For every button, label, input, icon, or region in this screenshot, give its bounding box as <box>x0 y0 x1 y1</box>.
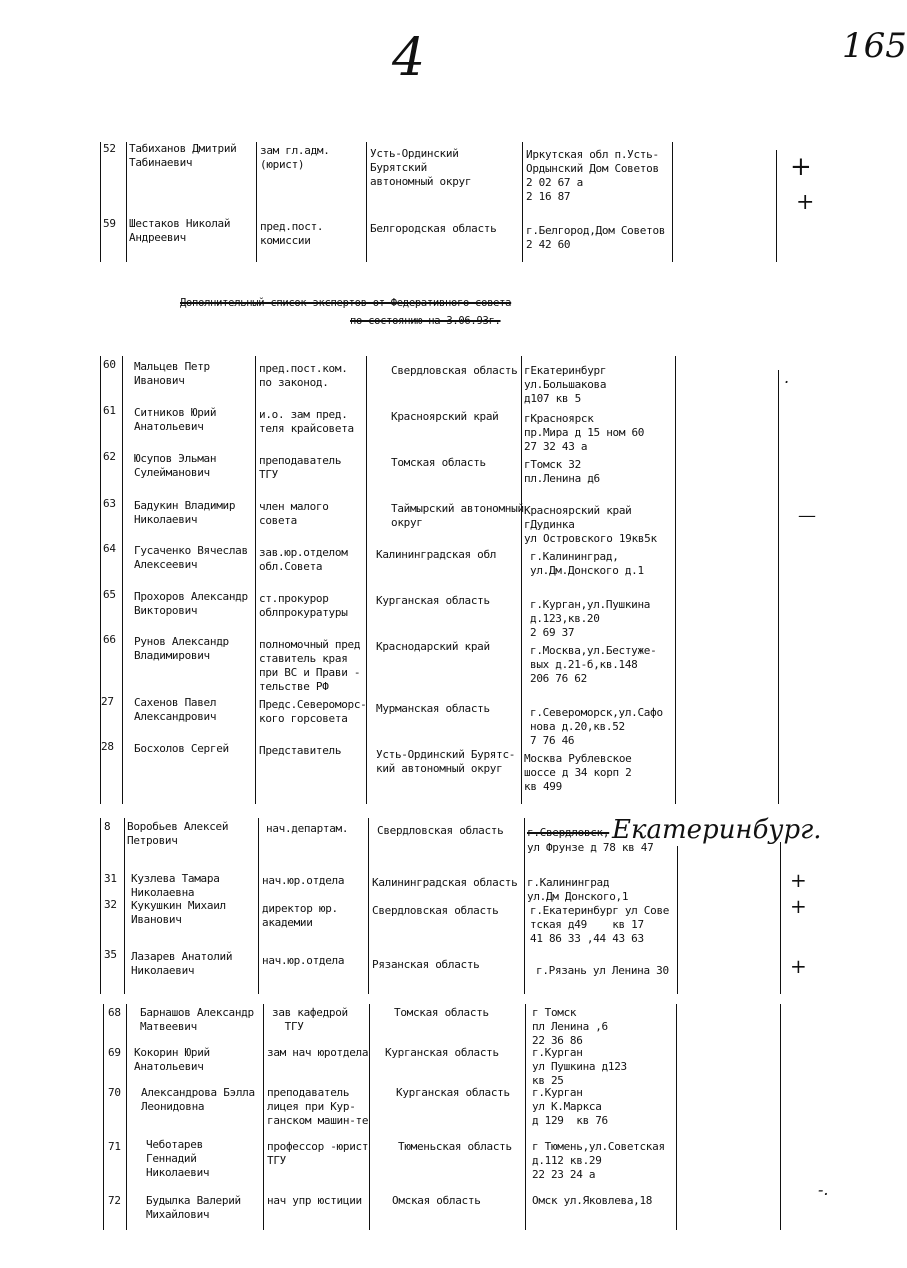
row-number: 64 <box>103 542 116 555</box>
subheading-line-1: Дополнительный список экспертов от Федеративного совета <box>180 297 512 309</box>
expert-name: Лазарев Анатолий Николаевич <box>131 950 233 977</box>
expert-region: Свердловская область <box>377 824 504 837</box>
expert-post: член малого совета <box>259 500 329 527</box>
check-mark: -. <box>818 1180 829 1199</box>
expert-post: нач упр юстиции <box>267 1194 362 1207</box>
expert-contact: г.Москва,ул.Бестуже- вых д.21-б,кв.148 206 76 62 <box>530 644 657 685</box>
expert-name: Кукушкин Михаил Иванович <box>131 899 226 926</box>
sheet-number: 165 <box>842 26 907 66</box>
row-number: 31 <box>104 872 117 885</box>
expert-post: зам нач юротдела <box>267 1046 369 1059</box>
expert-name: Прохоров Александр Викторович <box>134 590 248 617</box>
expert-post: директор юр. академии <box>262 902 338 929</box>
expert-name: Гусаченко Вячеслав Алексеевич <box>134 544 248 571</box>
row-number: 70 <box>108 1086 121 1099</box>
expert-region: Томская область <box>394 1006 489 1019</box>
check-mark: + <box>790 152 812 182</box>
expert-name: Воробьев Алексей Петрович <box>127 820 229 847</box>
expert-contact: Омск ул.Яковлева,18 <box>532 1194 653 1207</box>
expert-post: и.о. зам пред. теля крайсовета <box>259 408 354 435</box>
expert-region: Белгородская область <box>370 222 497 235</box>
expert-post: Предс.Североморс- кого горсовета <box>259 698 367 725</box>
expert-region: Усть-Ординский Бурятский автономный округ <box>370 147 472 188</box>
expert-name: Босхолов Сергей <box>134 742 229 755</box>
expert-post: нач.департам. <box>266 822 349 835</box>
expert-contact: г.Североморск,ул.Сафо нова д.20,кв.52 7 76 46 <box>530 706 663 747</box>
expert-post: преподаватель лицея при Кур- ганском машин-те <box>267 1086 369 1127</box>
expert-name: Будылка Валерий Михайлович <box>146 1194 241 1221</box>
expert-region: Краснодарский край <box>376 640 490 653</box>
expert-name: Сахенов Павел Александрович <box>134 696 217 723</box>
row-number: 32 <box>104 898 117 911</box>
row-number: 61 <box>103 404 116 417</box>
expert-region: Курганская область <box>385 1046 499 1059</box>
expert-contact: Москва Рублевское шоссе д 34 корп 2 кв 499 <box>524 752 632 793</box>
expert-contact: гЕкатеринбург ул.Большакова д107 кв 5 <box>524 364 607 405</box>
expert-region: Таймырский автономный округ <box>391 502 524 529</box>
expert-name: Чеботарев Геннадий Николаевич <box>146 1138 210 1179</box>
expert-region: Рязанская область <box>372 958 480 971</box>
row-number: 69 <box>108 1046 121 1059</box>
expert-contact: Иркутская обл п.Усть- Ордынский Дом Советов 2 02 67 а 2 16 87 <box>526 148 659 203</box>
expert-contact: г.Курган ул Пушкина д123 кв 25 <box>532 1046 627 1087</box>
expert-post: зав кафедрой ТГУ <box>272 1006 348 1033</box>
contact-struck: г.Свердловск, <box>527 826 610 839</box>
row-number: 68 <box>108 1006 121 1019</box>
expert-region: Томская область <box>391 456 486 469</box>
row-number: 35 <box>104 948 117 961</box>
expert-post: нач.юр.отдела <box>262 954 345 967</box>
row-number: 66 <box>103 633 116 646</box>
expert-post: Представитель <box>259 744 342 757</box>
check-mark: + <box>790 954 807 978</box>
check-mark: + <box>796 190 815 215</box>
expert-post: пред.пост.ком. по законод. <box>259 362 348 389</box>
expert-region: Курганская область <box>396 1086 510 1099</box>
expert-contact: г.Екатеринбург ул Сове тская д49 кв 17 41 86 33 ,44 43 63 <box>530 904 670 945</box>
expert-contact: г.Рязань ул Ленина 30 <box>536 964 669 977</box>
row-number: 63 <box>103 497 116 510</box>
expert-post: ст.прокурор облпрокуратуры <box>259 592 348 619</box>
expert-post: зав.юр.отделом обл.Совета <box>259 546 348 573</box>
expert-region: Курганская область <box>376 594 490 607</box>
check-mark: — <box>798 505 816 526</box>
expert-name: Кокорин Юрий Анатольевич <box>134 1046 210 1073</box>
row-number: 62 <box>103 450 116 463</box>
expert-contact: г Томск пл Ленина ,6 22 36 86 <box>532 1006 608 1047</box>
row-number: 52 <box>103 142 116 155</box>
expert-contact: г.Калининград ул.Дм Донского,1 <box>527 876 629 903</box>
check-mark: + <box>790 894 807 918</box>
expert-name: Кузлева Тамара Николаевна <box>131 872 220 899</box>
page-mark: 4 <box>392 28 426 88</box>
expert-region: Калининградская область <box>372 876 518 889</box>
check-mark: + <box>790 868 807 892</box>
expert-region: Омская область <box>392 1194 481 1207</box>
expert-name: Юсупов Эльман Сулейманович <box>134 452 217 479</box>
row-number: 65 <box>103 588 116 601</box>
expert-region: Тюменьская область <box>398 1140 512 1153</box>
expert-contact: г.Калининград, ул.Дм.Донского д.1 <box>530 550 644 577</box>
row-number: 72 <box>108 1194 121 1207</box>
row-number: 59 <box>103 217 116 230</box>
expert-contact: Красноярский край гДудинка ул Островского 19кв5к <box>524 504 657 545</box>
expert-name: Ситников Юрий Анатольевич <box>134 406 217 433</box>
expert-contact: г.Курган,ул.Пушкина д.123,кв.20 2 69 37 <box>530 598 651 639</box>
expert-name: Мальцев Петр Иванович <box>134 360 210 387</box>
expert-post: преподаватель ТГУ <box>259 454 342 481</box>
expert-name: Табиханов Дмитрий Табинаевич <box>129 142 237 169</box>
expert-region: Усть-Ординский Бурятс- кий автономный округ <box>376 748 516 775</box>
subheading-line-2: по состоянию на 3.06.93г. <box>350 315 501 327</box>
expert-contact: гКрасноярск пр.Мира д 15 ном 60 27 32 43 а <box>524 412 645 453</box>
expert-name: Александрова Бэлла Леонидовна <box>141 1086 255 1113</box>
row-number: 60 <box>103 358 116 371</box>
row-number: 27 <box>101 695 114 708</box>
expert-post: нач.юр.отдела <box>262 874 345 887</box>
expert-contact: г Тюмень,ул.Советская д.112 кв.29 22 23 24 а <box>532 1140 665 1181</box>
expert-post: зам гл.адм. (юрист) <box>260 144 330 171</box>
expert-post: профессор -юрист ТГУ <box>267 1140 369 1167</box>
expert-region: Свердловская область <box>391 364 518 377</box>
expert-contact: г.Курган ул К.Маркса д 129 кв 76 <box>532 1086 608 1127</box>
row-number: 8 <box>104 820 111 833</box>
expert-name: Рунов Александр Владимирович <box>134 635 229 662</box>
expert-contact: гТомск 32 пл.Ленина д6 <box>524 458 600 485</box>
expert-name: Барнашов Александр Матвеевич <box>140 1006 254 1033</box>
expert-region: Мурманская область <box>376 702 490 715</box>
expert-region: Свердловская область <box>372 904 499 917</box>
expert-name: Бадукин Владимир Николаевич <box>134 499 236 526</box>
expert-region: Калининградская обл <box>376 548 497 561</box>
handwritten-correction: Екатеринбург. <box>612 815 822 845</box>
row-number: 28 <box>101 740 114 753</box>
expert-contact: ул Фрунзе д 78 кв 47 <box>527 841 654 854</box>
expert-post: полномочный пред ставитель края при ВС и Прави - тельстве РФ <box>259 638 361 693</box>
expert-region: Красноярский край <box>391 410 499 423</box>
expert-name: Шестаков Николай Андреевич <box>129 217 231 244</box>
row-number: 71 <box>108 1140 121 1153</box>
expert-post: пред.пост. комиссии <box>260 220 324 247</box>
expert-contact: г.Белгород,Дом Советов 2 42 60 <box>526 224 666 251</box>
check-mark: . <box>784 368 790 387</box>
